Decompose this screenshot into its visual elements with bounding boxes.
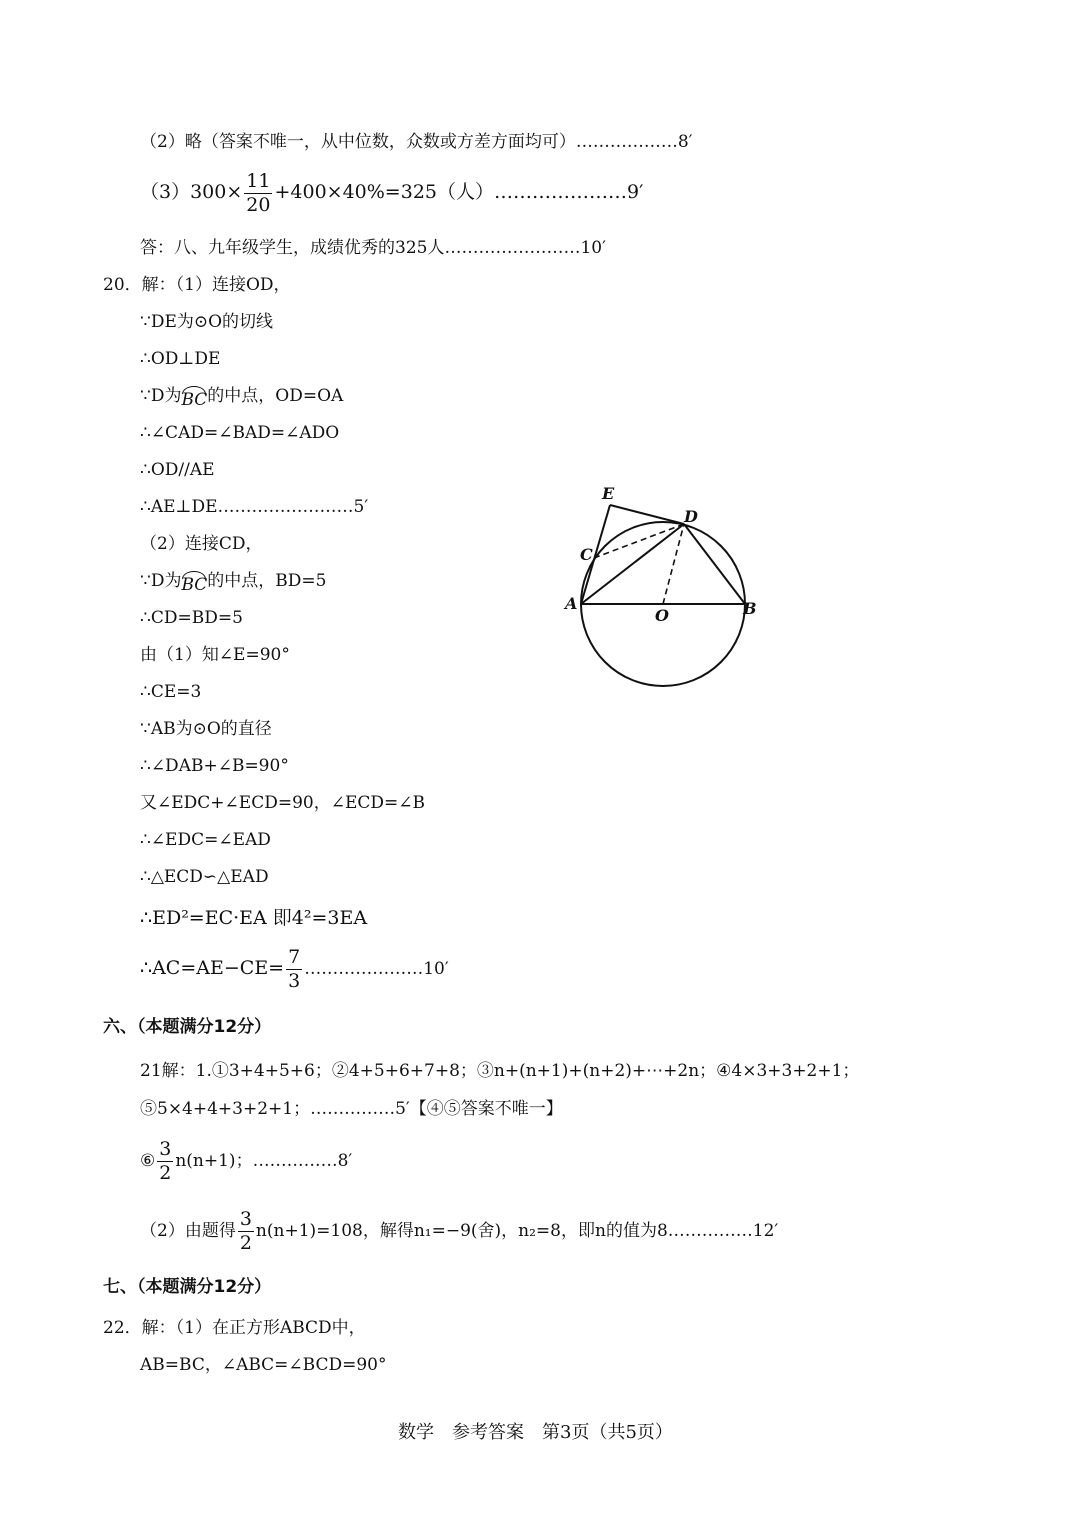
circle-geometry-figure [560, 478, 770, 688]
label-c: C [580, 545, 593, 564]
arc-bc-2-label: BC [181, 575, 208, 595]
q20-line-10: ∴CD=BD=5 [140, 608, 243, 628]
q20-line-19 [140, 948, 449, 991]
q19-part3 [140, 172, 643, 215]
q20-fraction-denominator: 3 [288, 970, 301, 992]
q20-line-3: ∴OD⊥DE [140, 349, 221, 369]
q20-line-15: 又∠EDC+∠ECD=90，∠ECD=∠B [140, 793, 425, 813]
q22-line-1: 22．解：（1）在正方形ABCD中， [103, 1318, 366, 1338]
page-footer: 数学 参考答案 第3页（共5页） [398, 1422, 673, 1443]
arc-bc-label: BC [181, 390, 208, 410]
q20-line-2: ∵DE为⊙O的切线 [140, 312, 274, 332]
q20-line-4 [140, 385, 344, 410]
q20-line-4-post: 的中点，OD=OA [207, 386, 344, 406]
q20-line-8: （2）连接CD， [140, 534, 263, 554]
label-d: D [684, 507, 698, 526]
q20-line-9-post: 的中点，BD=5 [207, 571, 327, 591]
q21-fraction-2 [238, 1210, 254, 1253]
segment-od-dashed [663, 524, 684, 604]
q20-line-7: ∴AE⊥DE……………………5′ [140, 497, 369, 517]
q21-line-4-prefix: （2）由题得 [140, 1221, 236, 1241]
segment-ed [610, 505, 684, 524]
q21-fraction-2-denominator: 2 [239, 1232, 252, 1254]
q20-fraction-numerator: 7 [288, 946, 301, 968]
q21-fraction-1-numerator: 3 [159, 1138, 172, 1160]
q21-fraction-2-numerator: 3 [239, 1208, 252, 1230]
q20-line-11: 由（1）知∠E=90° [140, 645, 290, 665]
q20-line-9-pre: ∵D为 [140, 571, 182, 591]
segment-cd-dashed [594, 524, 684, 558]
q20-line-18: ∴ED²=EC·EA 即4²=3EA [140, 907, 368, 929]
arc-bc-2 [181, 570, 208, 595]
q20-line-12: ∴CE=3 [140, 682, 202, 702]
q20-line-1: 20．解：（1）连接OD， [103, 275, 291, 295]
segment-ad [581, 524, 684, 604]
q20-line-14: ∴∠DAB+∠B=90° [140, 756, 289, 776]
q20-line-19-suffix: …………………10′ [304, 959, 449, 979]
q21-fraction-1 [157, 1140, 173, 1183]
q22-line-2: AB=BC，∠ABC=∠BCD=90° [140, 1355, 387, 1375]
section-6-heading: 六、（本题满分12分） [103, 1017, 272, 1037]
q19-fraction-denominator: 20 [246, 194, 271, 216]
q19-fraction [244, 172, 272, 215]
q21-line-4-suffix: n(n+1)=108，解得n₁=−9(舍)，n₂=8，即n的值为8……………12′ [255, 1221, 779, 1241]
label-o: O [655, 606, 669, 625]
q21-fraction-1-denominator: 2 [159, 1162, 172, 1184]
q20-line-6: ∴OD//AE [140, 460, 215, 480]
q21-line-2: ⑤5×4+4+3+2+1；……………5′【④⑤答案不唯一】 [140, 1099, 563, 1119]
q19-part2: （2）略（答案不唯一，从中位数，众数或方差方面均可）………………8′ [140, 132, 693, 152]
label-e: E [602, 484, 615, 503]
label-b: B [743, 599, 757, 618]
q20-fraction [286, 948, 302, 991]
q19-answer: 答：八、九年级学生，成绩优秀的325人……………………10′ [140, 238, 606, 258]
q19-fraction-numerator: 11 [246, 170, 271, 192]
q19-part3-prefix: （3）300× [140, 181, 243, 203]
q21-line-3-prefix: ⑥ [140, 1151, 156, 1171]
q20-line-5: ∴∠CAD=∠BAD=∠ADO [140, 423, 340, 443]
segment-bd [684, 524, 745, 604]
q21-line-3 [140, 1140, 352, 1183]
q20-line-9 [140, 570, 327, 595]
q21-line-4 [140, 1210, 778, 1253]
q20-line-16: ∴∠EDC=∠EAD [140, 830, 271, 850]
q21-line-1: 21解：1.①3+4+5+6；②4+5+6+7+8；③n+(n+1)+(n+2)+⋯+2n；④4×3+3+2+1； [140, 1061, 860, 1081]
q20-line-13: ∵AB为⊙O的直径 [140, 719, 272, 739]
q21-line-3-suffix: n(n+1)；……………8′ [175, 1151, 353, 1171]
q20-line-19-prefix: ∴AC=AE−CE= [140, 957, 285, 979]
arc-bc [181, 385, 208, 410]
section-7-heading: 七、（本题满分12分） [103, 1277, 272, 1297]
label-a: A [565, 594, 578, 613]
q20-line-4-pre: ∵D为 [140, 386, 182, 406]
q20-line-17: ∴△ECD∽△EAD [140, 867, 269, 887]
q19-part3-suffix: +400×40%=325（人）…………………9′ [274, 181, 644, 203]
